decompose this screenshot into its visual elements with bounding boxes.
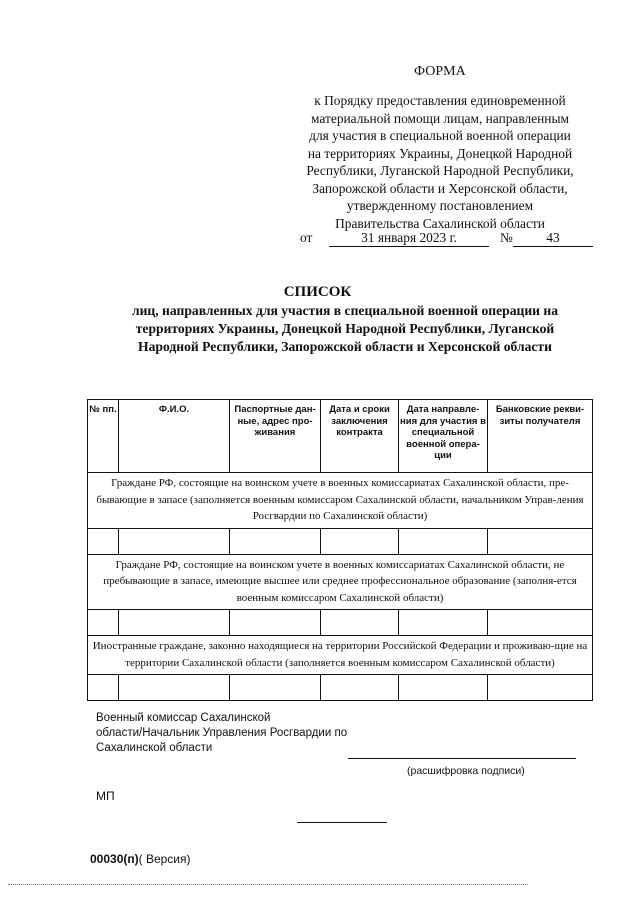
decree-number: 43 [513, 230, 593, 247]
order-line: для участия в специальной военной операции [309, 128, 571, 143]
table-cell[interactable] [399, 528, 488, 554]
list-subtitle [95, 302, 595, 356]
column-header-dispatch-date: Дата направле-ния для участия в специальной военной опера-ции [399, 400, 488, 473]
decree-date: 31 января 2023 г. [329, 230, 489, 247]
form-code [90, 852, 191, 866]
subtitle-line: лиц, направленных для участия в специальной военной операции на [131, 303, 559, 318]
table-cell[interactable] [321, 675, 399, 701]
table-cell[interactable] [321, 528, 399, 554]
date-prefix: от [300, 230, 313, 245]
signatory-line: Сахалинской области [96, 742, 213, 754]
column-header-number: № пп. [88, 400, 119, 473]
order-line: Запорожской области и Херсонской области, [312, 180, 568, 196]
subtitle-line: территориях Украины, Донецкой Народной Республики, Луганской [135, 321, 555, 336]
forma-label: ФОРМА [414, 64, 466, 79]
column-header-passport: Паспортные дан-ные, адрес про-живания [230, 400, 321, 473]
section-foreign-citizens: Иностранные граждане, законно находящиеся на территории Российской Федерации и проживаю-щие на территории Сахалинской области (заполняется военным комиссаром Сахалинской области) [88, 636, 593, 675]
table-cell[interactable] [119, 610, 230, 636]
section-row [88, 473, 593, 529]
section-non-reservists: Граждане РФ, состоящие на воинском учете в военных комиссариатах Сахалинской области, не пребывающие в запасе, имеющие высшее или среднее профессиональное образование (заполня-ется военным комиссаром Сахалинской области) [88, 554, 593, 610]
personnel-table [87, 399, 593, 701]
signatory-block [96, 711, 347, 756]
number-prefix: № [500, 230, 513, 245]
table-row [88, 610, 593, 636]
stamp-label: МП [96, 789, 115, 803]
order-line: к Порядку предоставления единовременной [314, 93, 566, 108]
scan-artifact-line [8, 884, 528, 885]
table-cell[interactable] [119, 675, 230, 701]
section-row [88, 554, 593, 610]
signatory-line: области/Начальник Управления Росгвардии по [96, 727, 348, 739]
table-cell[interactable] [230, 675, 321, 701]
signature-line[interactable] [348, 758, 576, 759]
table-cell[interactable] [399, 675, 488, 701]
decree-date-row [300, 230, 600, 248]
form-code-number: 00030(п) [90, 852, 139, 866]
signatory-line: Военный комиссар Сахалинской [96, 712, 271, 724]
table-cell[interactable] [488, 610, 593, 636]
column-header-name: Ф.И.О. [119, 400, 230, 473]
order-line: Республики, Луганской Народной Республики, [306, 163, 574, 178]
list-title: СПИСОК [283, 284, 352, 300]
order-line: утвержденному постановлением [346, 198, 534, 213]
section-reservists: Граждане РФ, состоящие на воинском учете в военных комиссариатах Сахалинской области, пре-бывающие в запасе (заполняется военным комиссаром Сахалинской области, начальником Управ-ления Росгвардии по Сахалинской области) [88, 473, 593, 529]
column-header-contract: Дата и сроки заключения контракта [321, 400, 399, 473]
table-cell[interactable] [488, 675, 593, 701]
table-header-row [88, 400, 593, 473]
table-cell[interactable] [88, 610, 119, 636]
column-header-bank-details: Банковские рекви-зиты получателя [488, 400, 593, 473]
form-code-version: ( Версия) [138, 852, 191, 866]
table-row [88, 675, 593, 701]
table-cell[interactable] [88, 528, 119, 554]
table-cell[interactable] [119, 528, 230, 554]
table-cell[interactable] [488, 528, 593, 554]
table-cell[interactable] [230, 528, 321, 554]
order-line: на территориях Украины, Донецкой Народной [307, 145, 573, 161]
table-row [88, 528, 593, 554]
order-line: Правительства Сахалинской области [335, 215, 545, 231]
table-cell[interactable] [321, 610, 399, 636]
order-reference [285, 92, 595, 232]
subtitle-line: Народной Республики, Запорожской области и Херсонской области [138, 339, 552, 354]
table-cell[interactable] [230, 610, 321, 636]
signature-caption: (расшифровка подписи) [407, 765, 525, 777]
table-cell[interactable] [399, 610, 488, 636]
table-cell[interactable] [88, 675, 119, 701]
order-line: материальной помощи лицам, направленным [311, 110, 569, 126]
section-row [88, 636, 593, 675]
stamp-line [297, 822, 387, 823]
